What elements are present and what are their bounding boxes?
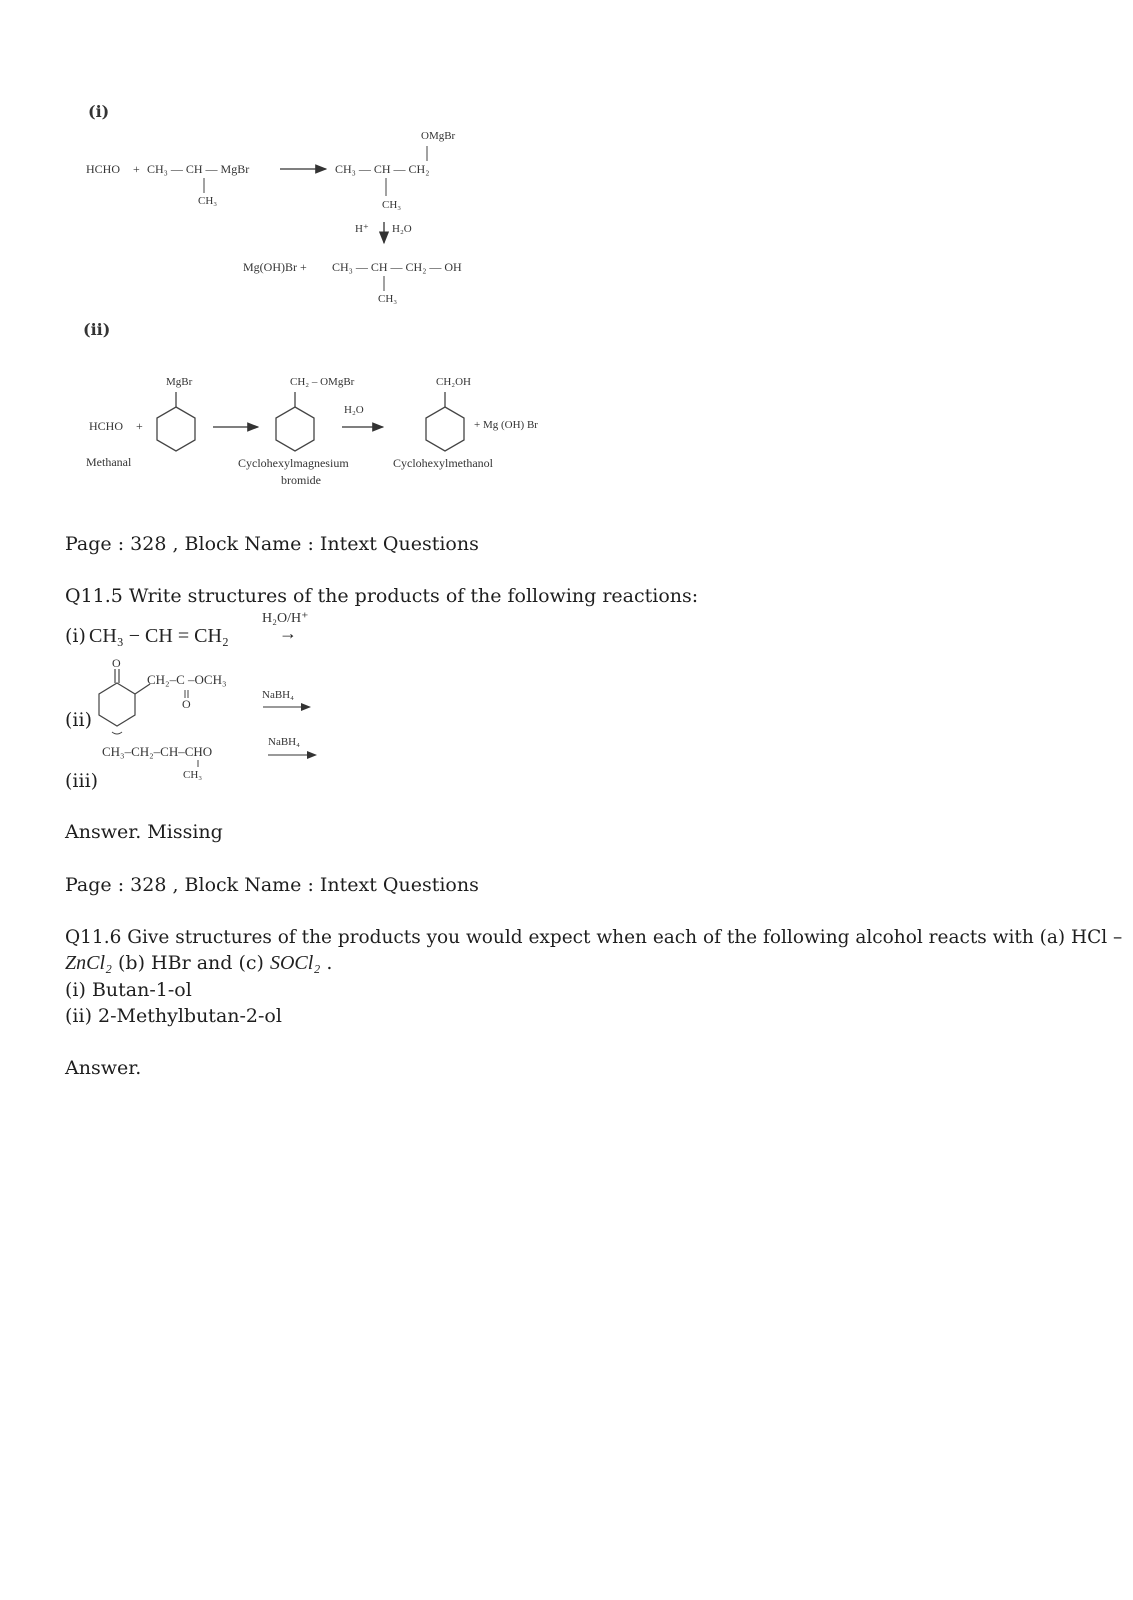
reaction-ii-ring3-name: Cyclohexylmethanol	[393, 456, 493, 470]
reaction-i-reactant2-branch: CH₃	[198, 195, 218, 207]
reaction-i-product: CH₃ — CH — CH₂	[335, 162, 430, 176]
q115-part-ii-chain: CH₂–C –OCH₃	[147, 672, 227, 687]
q115-part-iii-branch: CH₃	[183, 769, 203, 781]
reaction-ii-byproduct: + Mg (OH) Br	[474, 419, 538, 431]
reaction-i-reactant2: CH₃ — CH — MgBr	[147, 162, 250, 176]
q115-part-iii-reagent: NaBH₄	[268, 736, 300, 748]
reaction-ii-reactant: HCHO	[89, 419, 124, 433]
q115-part-ii-label: (ii)	[65, 709, 92, 731]
q116-line1: Q11.6 Give structures of the products you would expect when each of the following alcohol reacts with (a) HCl –	[65, 927, 1123, 948]
reaction-i-step-left: H⁺	[355, 223, 369, 235]
q115-part-ii-o2: O	[182, 697, 191, 711]
q115-title: Q11.5 Write structures of the products of the following reactions:	[65, 585, 699, 607]
q115-part-i-reagent: H₂O/H⁺	[262, 611, 309, 626]
reaction-i-final-prefix: Mg(OH)Br +	[243, 260, 307, 274]
reaction-ii-plus: +	[136, 419, 143, 433]
reaction-i-plus: +	[133, 162, 140, 176]
reaction-i-final: CH₃ — CH — CH₂ — OH	[332, 260, 462, 274]
reaction-i-reactant1: HCHO	[86, 162, 121, 176]
cyclohexane-ring-1	[157, 392, 195, 451]
reaction-ii-ring2-name-1: Cyclohexylmagnesium	[238, 456, 349, 470]
q115-part-i-label: (i)	[65, 625, 86, 647]
q115-part-iii-label: (iii)	[65, 770, 99, 792]
q116-line2	[65, 953, 332, 973]
reaction-i-label: (i)	[88, 102, 110, 121]
q115-part-ii-o: O	[112, 656, 121, 670]
reaction-i-step-right: H₂O	[392, 223, 412, 235]
ring-mark	[112, 732, 122, 734]
q116-answer: Answer.	[65, 1057, 142, 1079]
q116-item-ii: (ii) 2-Methylbutan-2-ol	[65, 1005, 282, 1027]
q115-part-ii-reagent: NaBH₄	[262, 689, 294, 701]
cyclohexane-ring-3	[426, 392, 464, 451]
q116-line2-end: .	[320, 952, 333, 974]
q115-part-i-arrow: →	[279, 623, 297, 643]
q115-part-iii-chain: CH₃–CH₂–CH–CHO	[102, 744, 213, 759]
reaction-i-final-branch: CH₃	[378, 293, 398, 305]
reaction-ii-ring1-sub: MgBr	[166, 376, 193, 388]
q116-line2-text: (b) HBr and (c)	[111, 952, 270, 974]
q116-math-socl2: SOCl₂	[269, 952, 321, 974]
block-header-1: Page : 328 , Block Name : Intext Questions	[65, 533, 479, 555]
q116-item-i: (i) Butan-1-ol	[65, 979, 192, 1001]
reaction-i-product-top: OMgBr	[421, 130, 456, 142]
reaction-ii-arrow-reagent: H₂O	[344, 404, 364, 416]
block-header-2: Page : 328 , Block Name : Intext Questions	[65, 874, 479, 896]
reaction-i-product-branch: CH₃	[382, 199, 402, 211]
reaction-ii-label: (ii)	[83, 320, 111, 339]
cyclohexane-ring-2	[276, 392, 314, 451]
q115-answer: Answer. Missing	[65, 821, 223, 843]
reaction-ii-ring3-sub: CH₂OH	[436, 376, 472, 388]
reaction-ii-reactant-name: Methanal	[86, 455, 132, 469]
reaction-ii-ring2-name-2: bromide	[281, 473, 321, 487]
cyclohexanone-ring	[99, 669, 150, 726]
q116-math-zncl2: ZnCl₂	[65, 952, 112, 974]
reaction-ii-ring2-sub: CH₂ – OMgBr	[290, 376, 355, 388]
q115-part-i-eq: CH₃ − CH = CH₂	[89, 625, 229, 647]
